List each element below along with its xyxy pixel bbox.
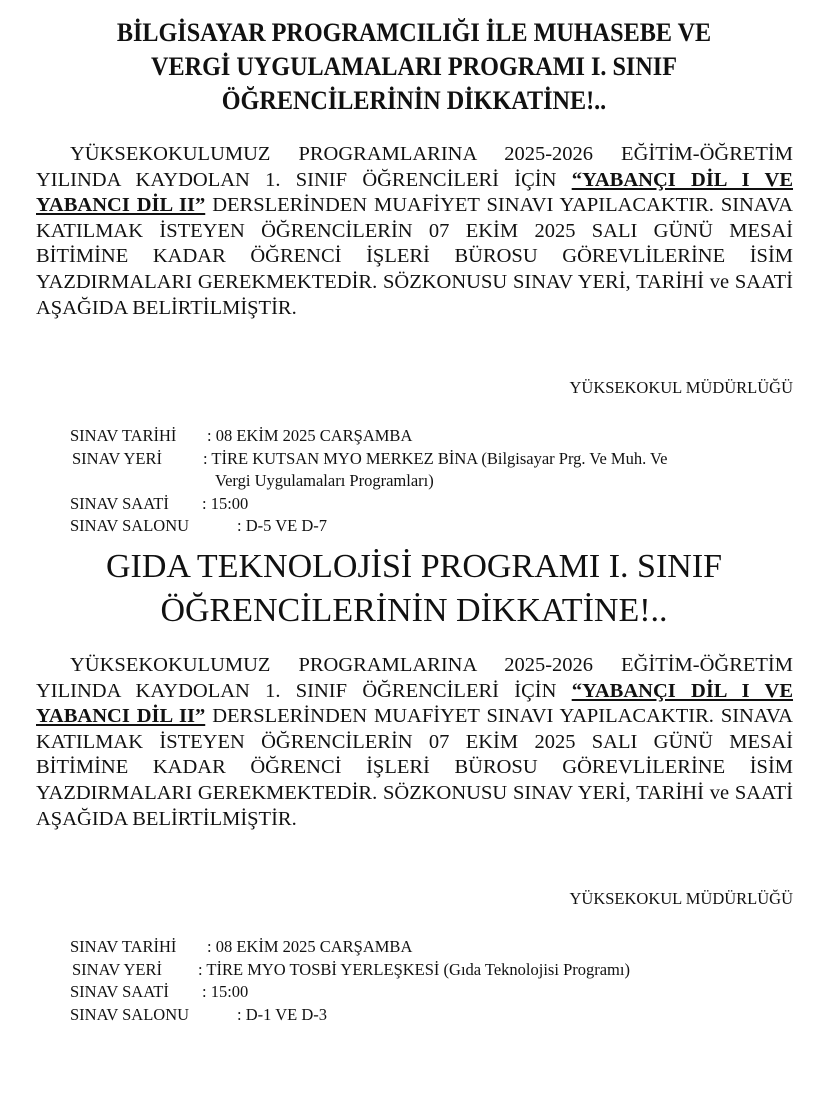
exam-place-value: : TİRE KUTSAN MYO MERKEZ BİNA (Bilgisayar Prg. Ve Muh. Ve bbox=[203, 448, 668, 468]
section1-signature: YÜKSEKOKUL MÜDÜRLÜĞÜ bbox=[569, 378, 793, 397]
paragraph-text: YÜKSEKOKULUMUZ PROGRAMLARINA 2025-2026 EĞİTİM-ÖĞRETİM YILINDA KAYDOLAN 1. SINIF ÖĞRENCİLERİ İÇİN bbox=[36, 654, 793, 702]
exam-place-row bbox=[70, 448, 667, 471]
paragraph-text: DERSLERİNDEN MUAFİYET SINAVI YAPILACAKTIR. SINAVA KATILMAK İSTEYEN ÖĞRENCİLERİN 07 EKİM 2025 SALI GÜNÜ MESAİ BİTİMİNE KADAR ÖĞRENCİ İŞLERİ BÜROSU GÖREVLİLERİNE İSİM YAZDIRMALARI GEREKMEKTEDİR. SÖZKONUSU SINAV YERİ, TARİHİ ve SAATİ AŞAĞIDA BELİRTİLMİŞTİR. bbox=[36, 194, 793, 319]
exam-date-value: : 08 EKİM 2025 CARŞAMBA bbox=[207, 426, 413, 445]
exam-date-row bbox=[70, 425, 667, 448]
section2-exam-details bbox=[70, 936, 630, 1026]
exam-room-label: SINAV SALONU bbox=[70, 516, 190, 535]
exam-room-row bbox=[70, 1004, 630, 1027]
section1-title-line: BİLGİSAYAR PROGRAMCILIĞI İLE MUHASEBE VE bbox=[116, 18, 712, 47]
course-names-emphasis: “YABANÇI DİL I VE YABANCI DİL II” bbox=[36, 168, 794, 217]
exam-date-label: SINAV TARİHİ bbox=[70, 426, 177, 445]
exam-time-value: : 15:00 bbox=[202, 982, 249, 1001]
section1-title bbox=[29, 16, 799, 118]
section1-paragraph bbox=[36, 142, 793, 321]
exam-time-row bbox=[70, 981, 630, 1004]
exam-room-row bbox=[70, 515, 667, 538]
exam-place-row bbox=[70, 959, 630, 982]
exam-place-label: SINAV YERİ bbox=[72, 959, 163, 979]
section1-exam-details bbox=[70, 425, 667, 538]
section1-title-line: VERGİ UYGULAMALARI PROGRAMI I. SINIF bbox=[151, 52, 677, 81]
exam-date-row bbox=[70, 936, 630, 959]
paragraph-text: DERSLERİNDEN MUAFİYET SINAVI YAPILACAKTIR. SINAVA KATILMAK İSTEYEN ÖĞRENCİLERİN 07 EKİM 2025 SALI GÜNÜ MESAİ BİTİMİNE KADAR ÖĞRENCİ İŞLERİ BÜROSU GÖREVLİLERİNE İSİM YAZDIRMALARI GEREKMEKTEDİR. SÖZKONUSU SINAV YERİ, TARİHİ ve SAATİ AŞAĞIDA BELİRTİLMİŞTİR. bbox=[36, 705, 793, 830]
exam-time-label: SINAV SAATİ bbox=[70, 493, 169, 513]
exam-time-label: SINAV SAATİ bbox=[70, 982, 169, 1001]
section1-title-line: ÖĞRENCİLERİNİN DİKKATİNE!.. bbox=[221, 86, 607, 115]
exam-room-value: : D-1 VE D-3 bbox=[237, 1004, 327, 1024]
section2-title bbox=[0, 545, 828, 633]
exam-date-label: SINAV TARİHİ bbox=[70, 937, 177, 956]
section2-title-line: GIDA TEKNOLOJİSİ PROGRAMI I. SINIF bbox=[105, 548, 723, 585]
paragraph-text: YÜKSEKOKULUMUZ PROGRAMLARINA 2025-2026 EĞİTİM-ÖĞRETİM YILINDA KAYDOLAN 1. SINIF ÖĞRENCİLERİ İÇİN bbox=[36, 143, 793, 191]
section2-signature: YÜKSEKOKUL MÜDÜRLÜĞÜ bbox=[569, 889, 793, 908]
section2-paragraph bbox=[36, 653, 793, 832]
exam-date-value: : 08 EKİM 2025 CARŞAMBA bbox=[207, 937, 413, 956]
exam-room-label: SINAV SALONU bbox=[70, 1004, 190, 1024]
exam-place-value-cont: Vergi Uygulamaları Programları) bbox=[215, 471, 434, 490]
exam-place-value: : TİRE MYO TOSBİ YERLEŞKESİ (Gıda Teknolojisi Programı) bbox=[198, 959, 630, 979]
exam-time-value: : 15:00 bbox=[202, 493, 249, 513]
exam-time-row bbox=[70, 493, 667, 516]
course-names-emphasis: “YABANÇI DİL I VE YABANCI DİL II” bbox=[36, 679, 794, 728]
section2-title-line: ÖĞRENCİLERİNİN DİKKATİNE!.. bbox=[160, 592, 668, 629]
exam-place-label: SINAV YERİ bbox=[72, 448, 163, 468]
exam-room-value: : D-5 VE D-7 bbox=[237, 516, 327, 535]
